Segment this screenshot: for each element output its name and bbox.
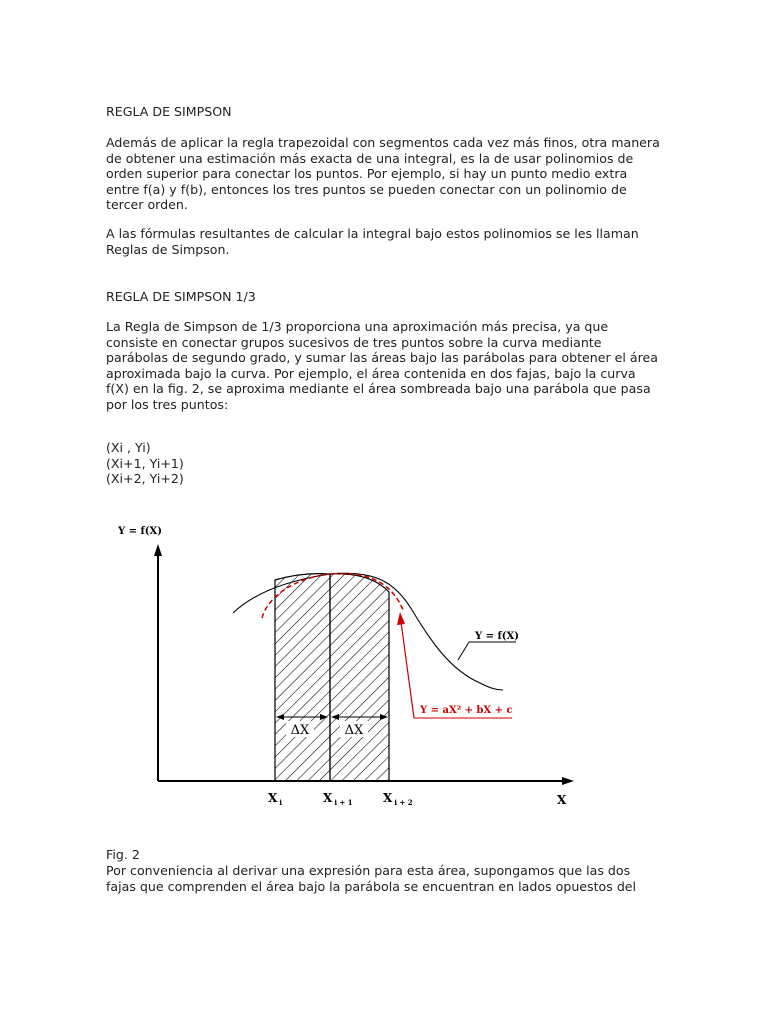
paragraph-line: Por conveniencia al derivar una expresión para esta área, supongamos que las dos xyxy=(106,863,631,878)
figure-caption xyxy=(106,847,686,863)
paragraph-line: orden superior para conectar los puntos. Por ejemplo, si hay un punto medio extra xyxy=(106,166,628,181)
heading-regla-simpson xyxy=(106,104,686,120)
paragraph-line: A las fórmulas resultantes de calcular la integral bajo estos polinomios se les llaman xyxy=(106,226,639,241)
paragraph-line: La Regla de Simpson de 1/3 proporciona una aproximación más precisa, ya que xyxy=(106,319,609,334)
point-item: (Xi , Yi) xyxy=(106,440,151,455)
paragraph-line: parábolas de segundo grado, y sumar las áreas bajo las parábolas para obtener el área xyxy=(106,350,659,365)
tick-label-xi2: X $_{i + 2}$ xyxy=(383,791,413,807)
curve-label-pointer xyxy=(458,642,469,660)
paragraph-convenience xyxy=(106,863,686,894)
tick-label-xi1: X $_{i + 1}$ xyxy=(323,791,353,807)
parabola-leader-arrow xyxy=(397,612,405,625)
x-axis-label: X xyxy=(557,793,567,807)
point-item: (Xi+1, Yi+1) xyxy=(106,455,184,471)
points-list xyxy=(106,440,686,487)
caption-text: Fig. 2 xyxy=(106,847,140,862)
y-axis-arrow xyxy=(154,544,162,556)
x-axis-arrow xyxy=(562,777,574,785)
paragraph-line: tercer orden. xyxy=(106,197,188,212)
heading-text: REGLA DE SIMPSON 1/3 xyxy=(106,289,256,304)
paragraph-line: f(X) en la fig. 2, se aproxima mediante el área sombreada bajo una parábola que pasa xyxy=(106,381,651,396)
y-axis-label: Y = f(X) xyxy=(118,526,163,537)
paragraph-line: consiste en conectar grupos sucesivos de tres puntos sobre la curva mediante xyxy=(106,334,602,350)
curve-label: Y = f(X) xyxy=(475,631,520,642)
strip-right xyxy=(330,574,389,781)
delta-label-right: ΔX xyxy=(344,723,364,738)
heading-simpson-1-3 xyxy=(106,289,686,305)
simpson-figure xyxy=(0,500,768,820)
paragraph-line: fajas que comprenden el área bajo la parábola se encuentran en lados opuestos del xyxy=(106,878,637,894)
parabola-label: Y = aX² + bX + c xyxy=(420,705,513,716)
paragraph-line: Además de aplicar la regla trapezoidal con segmentos cada vez más finos, otra manera xyxy=(106,135,660,150)
tick-label-xi: X $_i$ xyxy=(268,791,282,807)
paragraph-formulas xyxy=(106,226,686,257)
paragraph-line: Reglas de Simpson. xyxy=(106,241,230,257)
point-item: (Xi+2, Yi+2) xyxy=(106,471,184,486)
heading-text: REGLA DE SIMPSON xyxy=(106,104,232,119)
paragraph-simpson-description xyxy=(106,319,686,412)
strip-left xyxy=(275,574,330,781)
paragraph-line: aproximada bajo la curva. Por ejemplo, el área contenida en dos fajas, bajo la curva xyxy=(106,365,636,381)
paragraph-intro xyxy=(106,135,686,213)
delta-label-left: ΔX xyxy=(290,723,310,738)
paragraph-line: por los tres puntos: xyxy=(106,396,229,412)
paragraph-line: entre f(a) y f(b), entonces los tres puntos se pueden conectar con un polinomio de xyxy=(106,181,627,197)
parabola-leader xyxy=(401,622,414,718)
paragraph-line: de obtener una estimación más exacta de una integral, es la de usar polinomios de xyxy=(106,150,634,166)
